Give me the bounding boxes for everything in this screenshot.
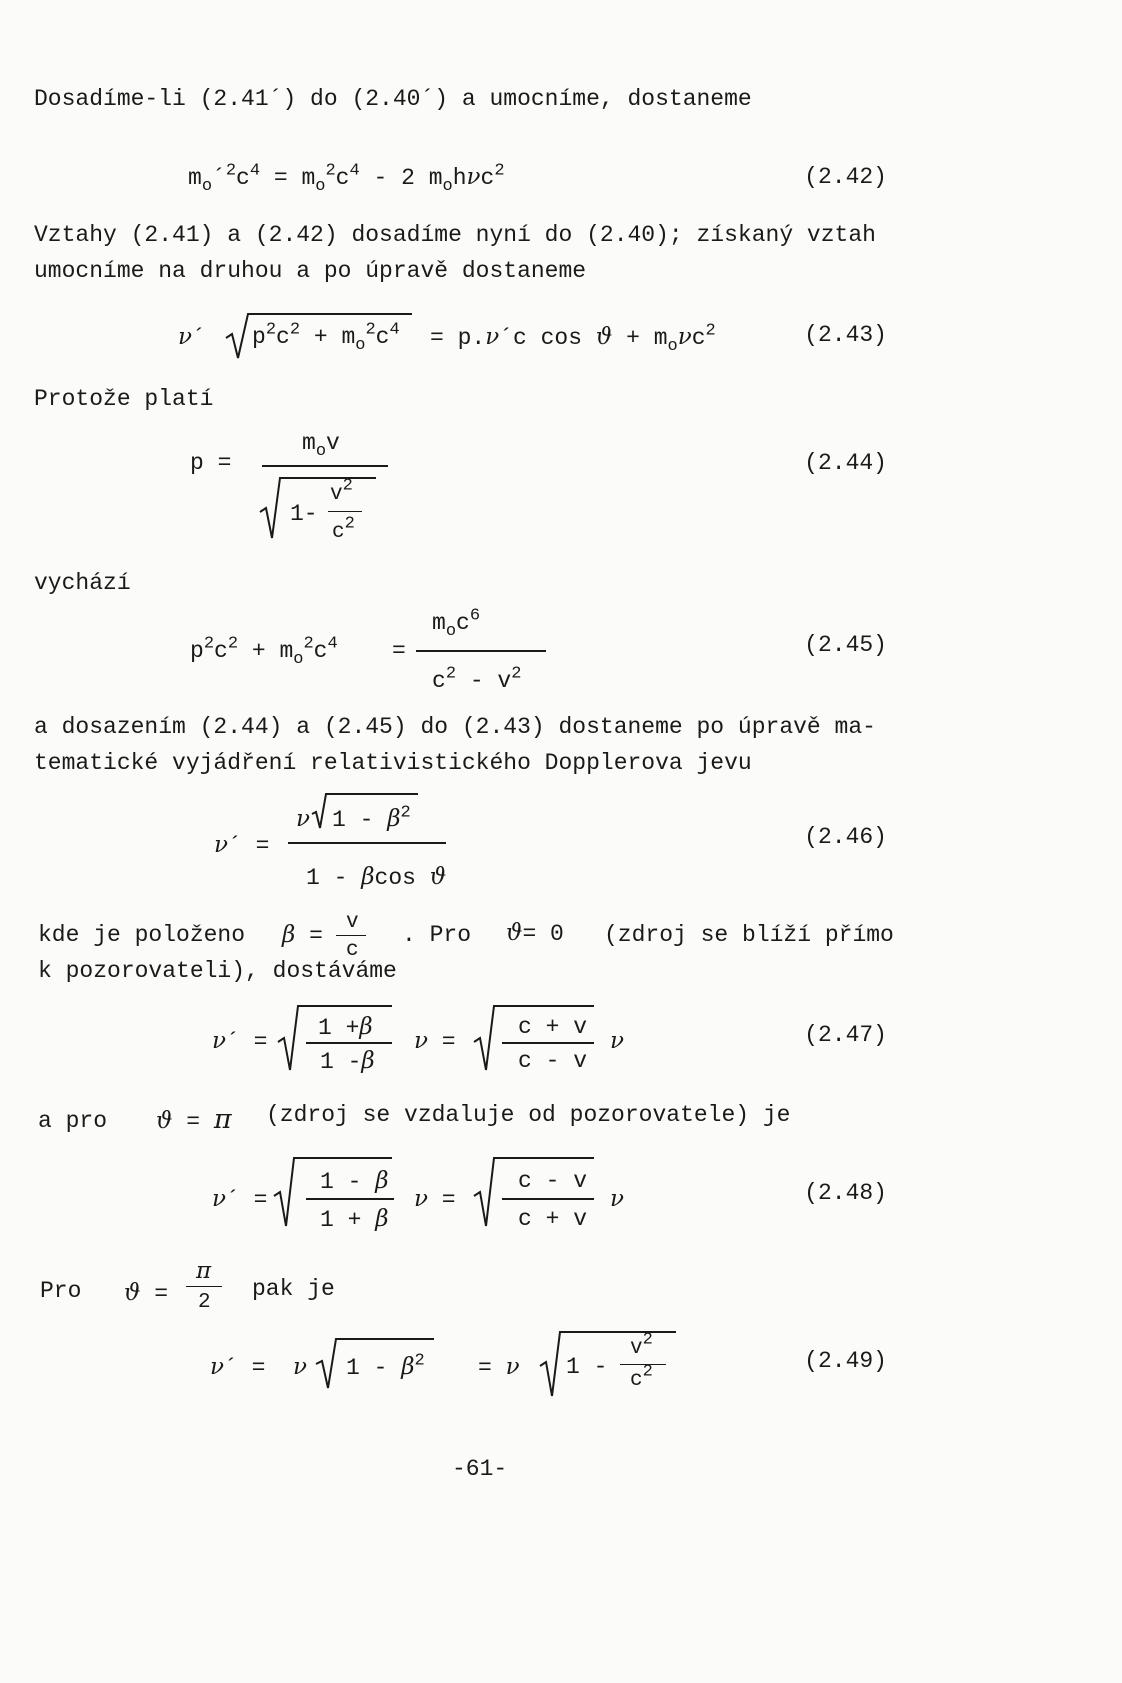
equation-2-48: ν´ = [212, 1186, 268, 1213]
text-line-6: a dosazením (2.44) a (2.45) do (2.43) dostaneme po úpravě ma- [34, 714, 876, 740]
beta-definition: β = [282, 922, 323, 949]
text-line-2: Vztahy (2.41) a (2.42) dosadíme nyní do (2.40); získaný vztah [34, 222, 876, 248]
equation-2-45: $p^2c^2 + m_o^2c^4$ [190, 634, 338, 669]
equation-number-2-43: (2.43) [804, 322, 887, 348]
text-line-7: tematické vyjádření relativistického Dopplerova jevu [34, 750, 752, 776]
text-line-9: k pozorovateli), dostáváme [38, 958, 397, 984]
equation-number-2-42: (2.42) [804, 164, 887, 190]
equation-2-43: ν´ $p^2c^2 + m_o^2c^4$ = p.ν´c $\cos ϑ + m_o\nu c^2$ [178, 326, 206, 350]
equation-number-2-45: (2.45) [804, 632, 887, 658]
equation-number-2-46: (2.46) [804, 824, 887, 850]
theta-zero: ϑ= 0 [506, 920, 564, 947]
eq-2-44-radicand: 1- [290, 501, 318, 527]
text-line-5: vychází [34, 570, 131, 596]
radical-sign-icon [258, 472, 378, 542]
fraction-bar [306, 1198, 394, 1200]
eq-2-45-numerator: $m_oc^6$ [432, 606, 481, 641]
text-line-11a: Pro [40, 1278, 82, 1304]
equation-number-2-47: (2.47) [804, 1022, 887, 1048]
text-line-8c: (zdroj se blíží přímo [604, 922, 894, 948]
theta-half-pi: ϑ = [124, 1280, 169, 1307]
page-number: -61- [452, 1456, 508, 1482]
fraction-bar [502, 1198, 594, 1200]
text-line-11b: pak je [252, 1276, 335, 1302]
text-line-10b: (zdroj se vzdaluje od pozorovatele) je [266, 1102, 791, 1128]
text-line-3: umocníme na druhou a po úpravě dostaneme [34, 258, 587, 284]
equation-2-49: ν´ = ν [210, 1354, 307, 1381]
equation-2-47: ν´ = [212, 1028, 268, 1055]
text-line-1: Dosadíme-li (2.41´) do (2.40´) a umocníme, dostaneme [34, 86, 752, 112]
fraction-bar [262, 465, 388, 467]
text-line-8b: . Pro [402, 922, 472, 948]
text-line-8a: kde je položeno [38, 922, 246, 948]
equation-number-2-49: (2.49) [804, 1348, 887, 1374]
eq-2-46-denominator: 1 - βcos ϑ [306, 864, 447, 891]
equation-2-46: ν´ = [214, 832, 270, 859]
fraction-bar [416, 650, 546, 652]
eq-2-44-numerator: $m_ov$ [302, 430, 340, 461]
equation-number-2-48: (2.48) [804, 1180, 887, 1206]
eq-2-46-numerator: ν [296, 806, 310, 832]
text-line-10a: a pro [38, 1108, 108, 1134]
fraction-bar [306, 1042, 392, 1044]
fraction-bar [288, 842, 446, 844]
equation-2-44: p = [190, 450, 232, 476]
text-line-4: Protože platí [34, 386, 214, 412]
radical-sign-icon [538, 1326, 678, 1398]
fraction-bar [502, 1042, 594, 1044]
equation-2-42: $m_o´^2c^4 = m_o^2c^4 - 2$ $m_oh\nu c^2$ [188, 161, 505, 196]
equation-number-2-44: (2.44) [804, 450, 887, 476]
eq-2-45-denominator: $c^2 - v^2$ [432, 664, 522, 694]
theta-pi: ϑ = π [156, 1104, 232, 1135]
